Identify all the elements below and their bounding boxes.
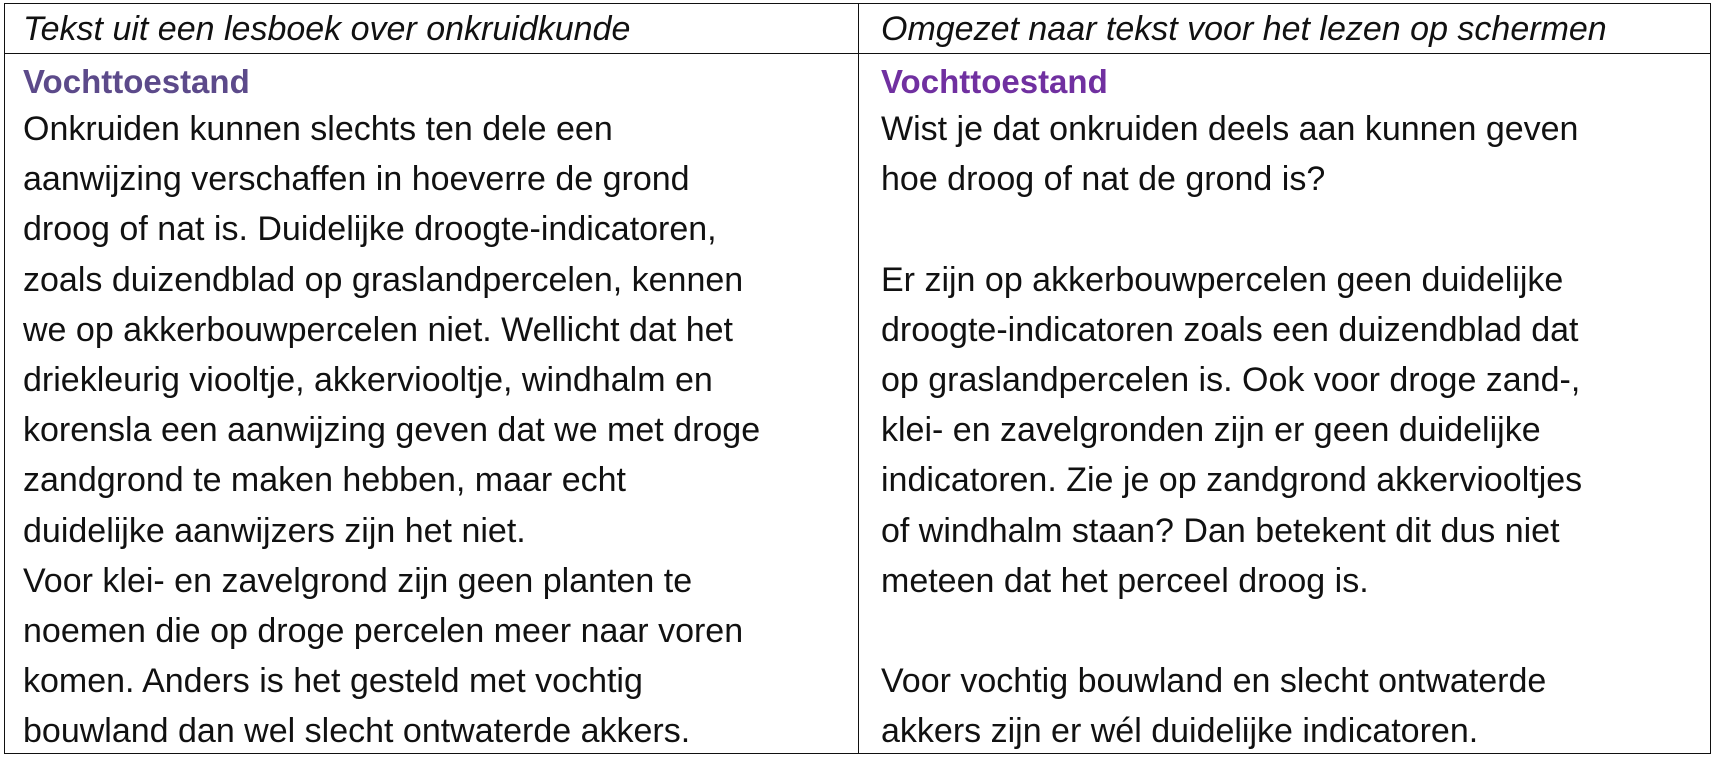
screen-text-column (858, 4, 1710, 753)
screen-line: droogte-indicatoren zoals een duizendblad dat (881, 310, 1579, 349)
original-body-cell (5, 54, 858, 753)
original-section-title: Vochttoestand (23, 63, 250, 100)
screen-header: Omgezet naar tekst voor het lezen op schermen (881, 10, 1607, 48)
screen-blank-line (881, 606, 1710, 656)
comparison-table (4, 3, 1711, 754)
screen-line: hoe droog of nat de grond is? (881, 160, 1326, 199)
screen-line: indicatoren. Zie je op zandgrond akkerviooltjes (881, 461, 1583, 500)
original-header: Tekst uit een lesboek over onkruidkunde (23, 10, 631, 48)
screen-line: klei- en zavelgronden zijn er geen duidelijke (881, 411, 1541, 450)
screen-line: Wist je dat onkruiden deels aan kunnen geven (881, 110, 1579, 148)
screen-line: Voor vochtig bouwland en slecht ontwaterde (881, 662, 1547, 701)
screen-line: Er zijn op akkerbouwpercelen geen duidelijke (881, 260, 1564, 299)
original-header-cell (5, 4, 858, 54)
original-line: droog of nat is. Duidelijke droogte-indicatoren, (23, 210, 717, 249)
screen-line: op graslandpercelen is. Ook voor droge zand-, (881, 360, 1581, 399)
original-line: zoals duizendblad op graslandpercelen, kennen (23, 260, 744, 299)
original-line: Onkruiden kunnen slechts ten dele een (23, 110, 613, 148)
screen-line: of windhalm staan? Dan betekent dit dus niet (881, 511, 1560, 550)
original-line: duidelijke aanwijzers zijn het niet. (23, 511, 526, 550)
original-line: korensla een aanwijzing geven dat we met droge (23, 411, 761, 450)
screen-section-title: Vochttoestand (881, 63, 1108, 100)
original-text-column (5, 4, 858, 753)
original-line: Voor klei- en zavelgrond zijn geen planten te (23, 561, 693, 600)
screen-blank-line (881, 204, 1710, 254)
screen-line: akkers zijn er wél duidelijke indicatoren. (881, 712, 1479, 751)
original-line: noemen die op droge percelen meer naar voren (23, 611, 744, 650)
screen-header-cell (859, 4, 1710, 54)
screen-line: meteen dat het perceel droog is. (881, 561, 1369, 600)
original-line: driekleurig viooltje, akkerviooltje, windhalm en (23, 360, 713, 399)
screen-body-cell (859, 54, 1710, 753)
original-line: we op akkerbouwpercelen niet. Wellicht dat het (23, 310, 733, 349)
original-line: zandgrond te maken hebben, maar echt (23, 461, 626, 500)
original-line: aanwijzing verschaffen in hoeverre de grond (23, 160, 690, 199)
original-line: komen. Anders is het gesteld met vochtig (23, 662, 643, 701)
original-line: bouwland dan wel slecht ontwaterde akkers. (23, 712, 691, 751)
